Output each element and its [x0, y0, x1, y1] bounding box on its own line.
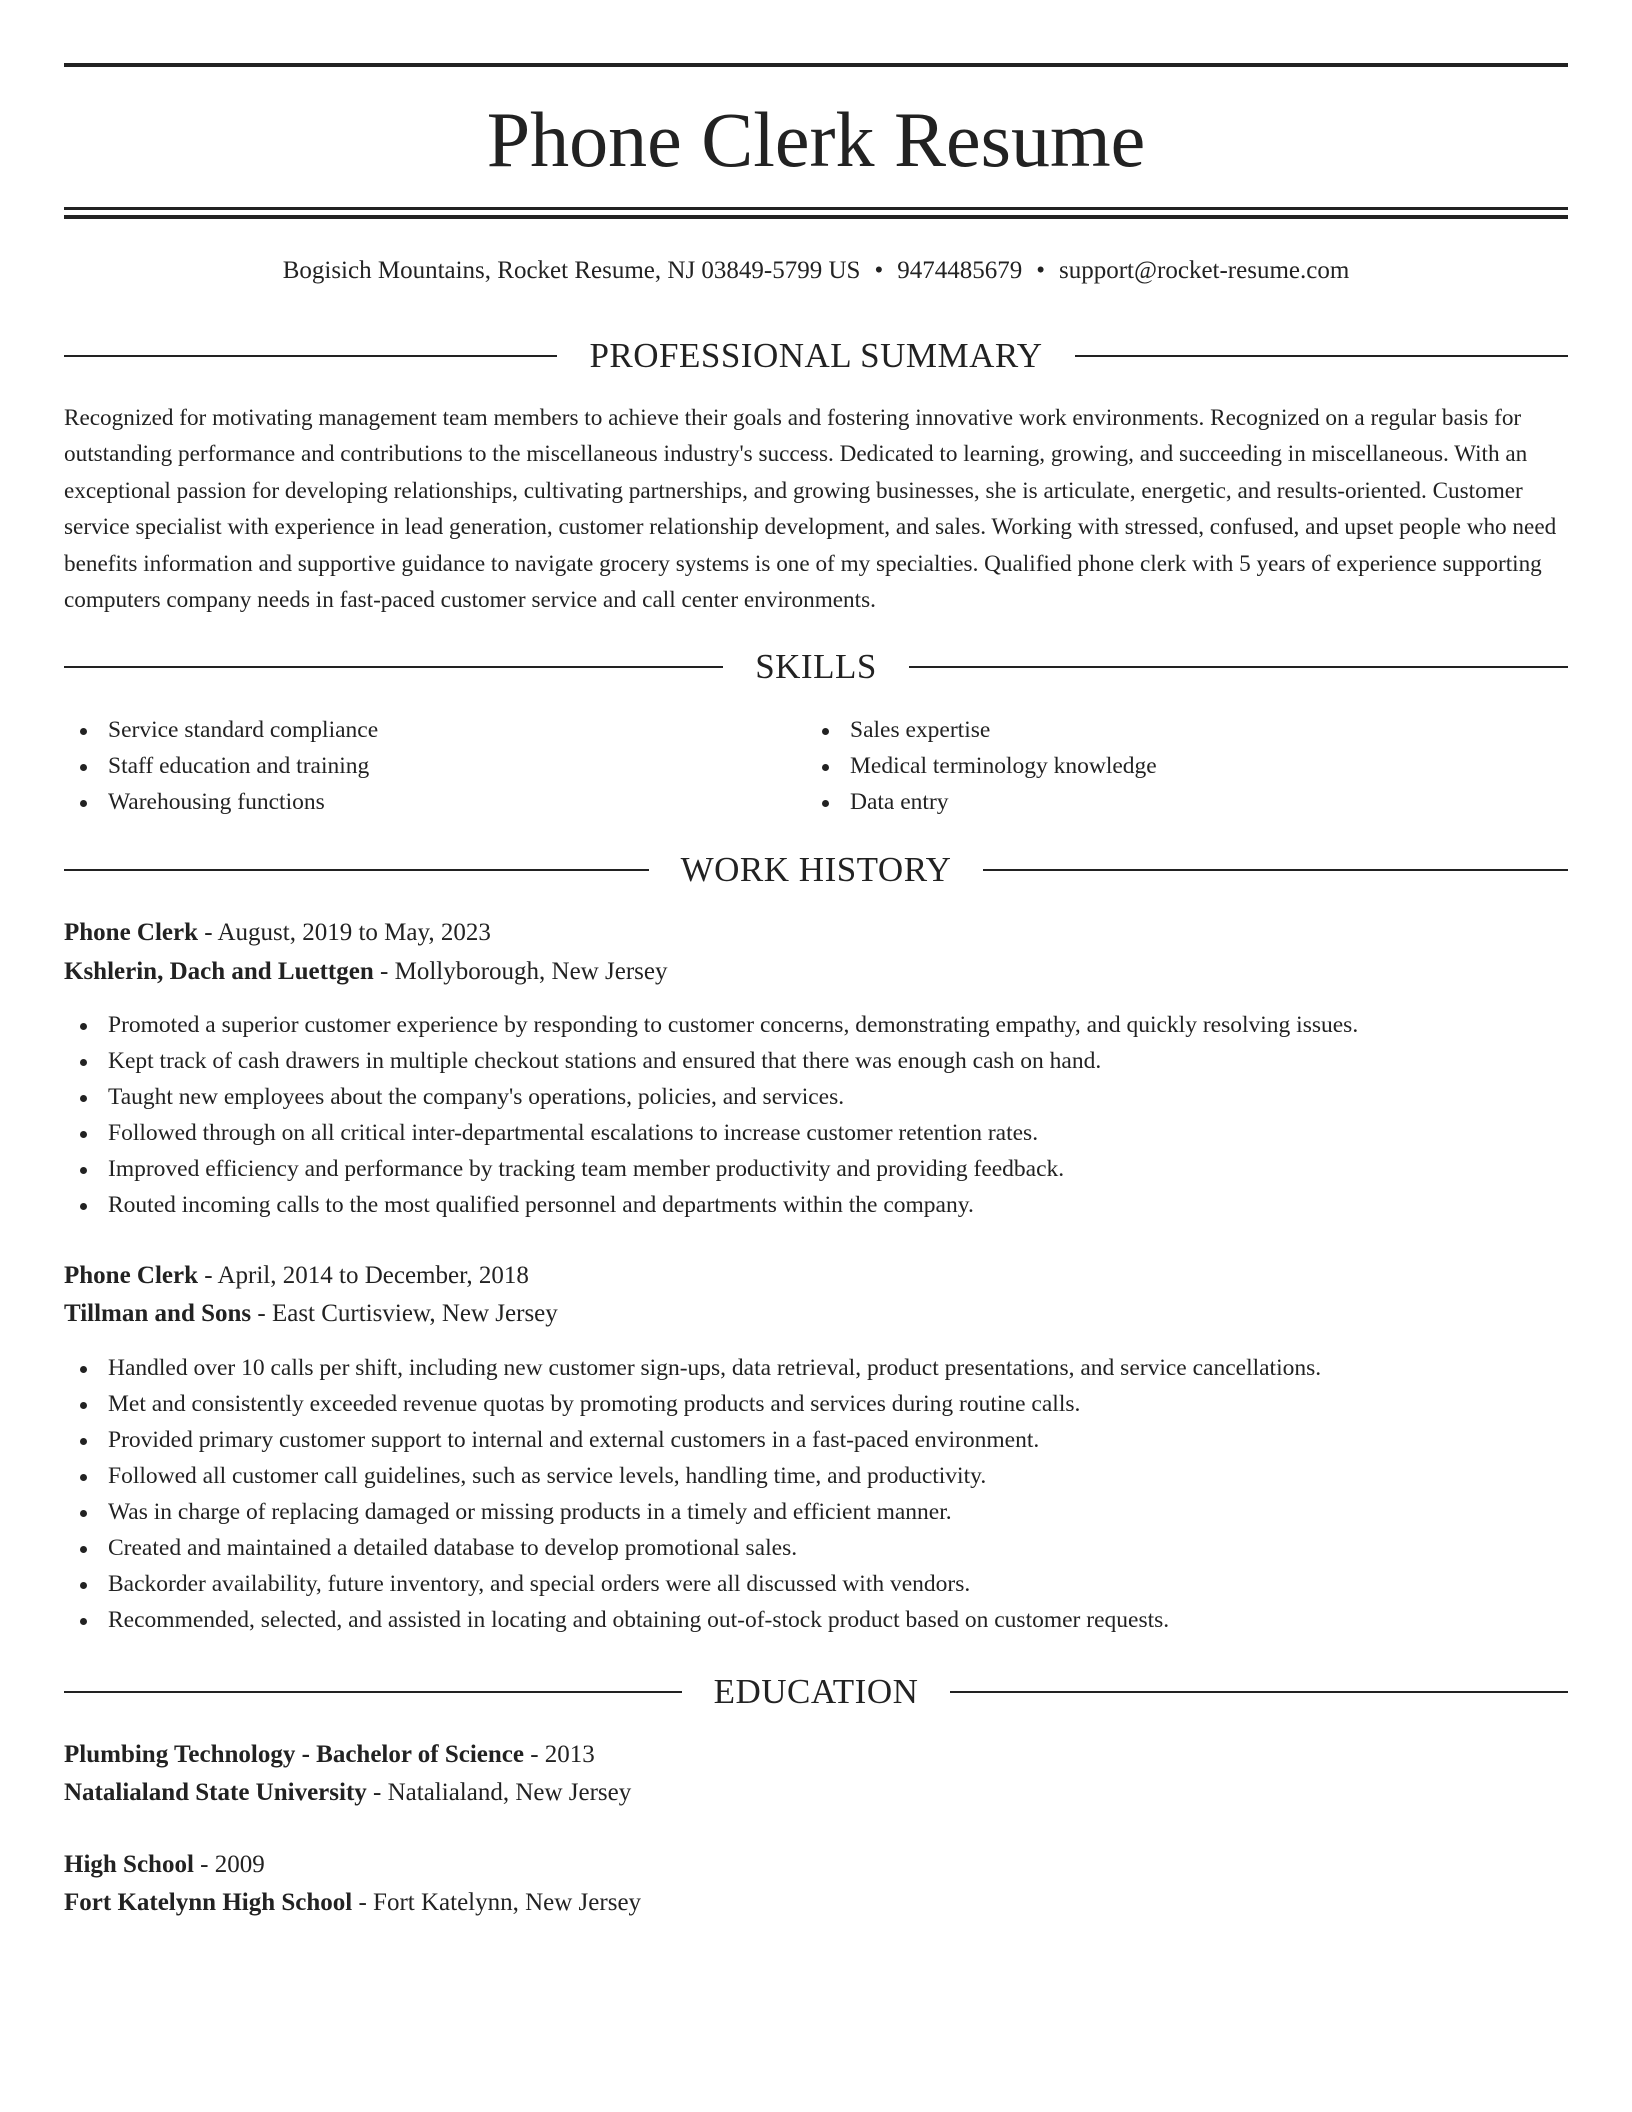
contact-line: [64, 255, 1568, 287]
education-location: - Fort Katelynn, New Jersey: [352, 1889, 642, 1916]
education-school-line: [64, 1774, 1568, 1812]
job-duty: Taught new employees about the company's operations, policies, and services.: [64, 1079, 1568, 1115]
heading-rule-right: [909, 666, 1568, 668]
skills-column-right: [806, 712, 1506, 820]
education-location: - Natalialand, New Jersey: [366, 1779, 632, 1806]
top-rule: [64, 63, 1568, 67]
education-degree-line: [64, 1736, 1568, 1774]
job-duty: Met and consistently exceeded revenue quotas by promoting products and services during routine calls.: [64, 1386, 1568, 1422]
job-duty: Kept track of cash drawers in multiple checkout stations and ensured that there was enough cash on hand.: [64, 1043, 1568, 1079]
education-degree: Plumbing Technology - Bachelor of Science: [64, 1741, 524, 1768]
education-year: - 2009: [193, 1851, 265, 1878]
summary-text: Recognized for motivating management team members to achieve their goals and fostering innovative work environments. Recognized on a regular basis for outstanding performance and contributions to the miscellaneous industry's success. Dedicated to learning, growing, and succeeding in miscellaneous. With an exceptional passion for developing relationships, cultivating partnerships, and growing businesses, she is articulate, energetic, and results-oriented. Customer service specialist with experience in lead generation, customer relationship development, and sales. Working with stressed, confused, and upset people who need benefits information and supportive guidance to navigate grocery systems is one of my specialties. Qualified phone clerk with 5 years of experience supporting computers company needs in fast-paced customer service and call center environments.: [64, 405, 1557, 614]
title-rule-lower: [64, 215, 1568, 219]
heading-rule-right: [1075, 355, 1568, 357]
job-duty: Recommended, selected, and assisted in locating and obtaining out-of-stock product based on customer requests.: [64, 1602, 1568, 1638]
heading-rule-left: [64, 355, 557, 357]
heading-rule-right: [950, 1691, 1568, 1693]
job-duty: Provided primary customer support to internal and external customers in a fast-paced environment.: [64, 1422, 1568, 1458]
skill-item: Staff education and training: [64, 748, 764, 784]
job-title: Phone Clerk: [64, 919, 199, 946]
skills-column-left: [64, 712, 764, 820]
resume-title: Phone Clerk Resume: [486, 96, 1146, 183]
skill-item: Medical terminology knowledge: [806, 748, 1506, 784]
education-school-line: [64, 1884, 1568, 1922]
job-dates: - April, 2014 to December, 2018: [198, 1262, 529, 1289]
section-title-work: WORK HISTORY: [680, 850, 952, 889]
education-year: - 2013: [523, 1741, 595, 1768]
job-location: - Mollyborough, New Jersey: [373, 958, 668, 985]
job-title: Phone Clerk: [64, 1262, 199, 1289]
job-company: Tillman and Sons: [64, 1300, 252, 1327]
skill-item: Sales expertise: [806, 712, 1506, 748]
section-heading-work: [64, 848, 1568, 892]
skill-item: Warehousing functions: [64, 784, 764, 820]
title-rule-upper: [64, 207, 1568, 210]
job-duties-list: [64, 1007, 1568, 1223]
education-degree: High School: [64, 1851, 194, 1878]
job-company-line: [64, 1295, 1568, 1333]
job-title-line: [64, 914, 1568, 952]
heading-rule-right: [983, 869, 1568, 871]
section-title-summary: PROFESSIONAL SUMMARY: [589, 336, 1043, 375]
heading-rule-left: [64, 666, 723, 668]
education-school: Natalialand State University: [64, 1779, 367, 1806]
job-title-line: [64, 1257, 1568, 1295]
heading-rule-left: [64, 1691, 682, 1693]
contact-separator: •: [1036, 257, 1045, 284]
job-duty: Promoted a superior customer experience by responding to customer concerns, demonstrating empathy, and quickly resolving issues.: [64, 1007, 1568, 1043]
skill-item: Service standard compliance: [64, 712, 764, 748]
job-dates: - August, 2019 to May, 2023: [198, 919, 491, 946]
job-duty: Followed all customer call guidelines, such as service levels, handling time, and productivity.: [64, 1458, 1568, 1494]
job-duty: Improved efficiency and performance by tracking team member productivity and providing feedback.: [64, 1151, 1568, 1187]
contact-phone: 9474485679: [897, 257, 1023, 284]
job-company: Kshlerin, Dach and Luettgen: [64, 958, 374, 985]
job-duties-list: [64, 1350, 1568, 1638]
job-duty: Was in charge of replacing damaged or missing products in a timely and efficient manner.: [64, 1494, 1568, 1530]
contact-address: Bogisich Mountains, Rocket Resume, NJ 03849-5799 US: [282, 257, 861, 284]
job-location: - East Curtisview, New Jersey: [251, 1300, 558, 1327]
job-company-line: [64, 953, 1568, 991]
section-heading-education: [64, 1670, 1568, 1714]
job-duty: Handled over 10 calls per shift, including new customer sign-ups, data retrieval, product presentations, and service cancellations.: [64, 1350, 1568, 1386]
education-school: Fort Katelynn High School: [64, 1889, 353, 1916]
section-heading-skills: [64, 645, 1568, 689]
job-duty: Routed incoming calls to the most qualified personnel and departments within the company.: [64, 1187, 1568, 1223]
heading-rule-left: [64, 869, 649, 871]
section-heading-summary: [64, 334, 1568, 378]
contact-separator: •: [874, 257, 884, 284]
education-degree-line: [64, 1846, 1568, 1884]
contact-email: support@rocket-resume.com: [1059, 257, 1350, 284]
job-duty: Followed through on all critical inter-departmental escalations to increase customer retention rates.: [64, 1115, 1568, 1151]
section-title-education: EDUCATION: [713, 1672, 919, 1711]
job-duty: Backorder availability, future inventory, and special orders were all discussed with vendors.: [64, 1566, 1568, 1602]
skill-item: Data entry: [806, 784, 1506, 820]
section-title-skills: SKILLS: [755, 647, 877, 686]
job-duty: Created and maintained a detailed database to develop promotional sales.: [64, 1530, 1568, 1566]
